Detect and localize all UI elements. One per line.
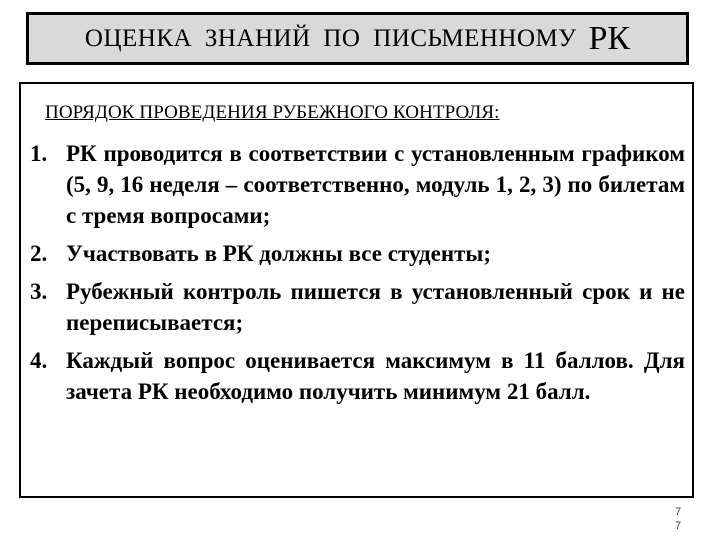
title-banner	[26, 12, 689, 65]
list-item-text: Участвовать в РК должны все студенты;	[66, 241, 492, 266]
list-item-text: РК проводится в соответствии с установленным графиком (5, 9, 16 неделя – соответственно, модуль 1, 2, 3) по билетам с тремя вопросами;	[66, 141, 685, 228]
list-item-number: 2.	[30, 241, 48, 266]
section-subheading: ПОРЯДОК ПРОВЕДЕНИЯ РУБЕЖНОГО КОНТРОЛЯ:	[45, 102, 500, 123]
slide-title: ОЦЕНКА ЗНАНИЙ ПО ПИСЬМЕННОМУ	[84, 24, 577, 52]
list-item-number: 4.	[30, 348, 48, 373]
list-item-number: 1.	[30, 141, 48, 166]
list-item	[30, 138, 685, 231]
list-item-text: Рубежный контроль пишется в установленный срок и не переписывается;	[66, 279, 685, 335]
list-item-text: Каждый вопрос оценивается максимум в 11 баллов. Для зачета РК необходимо получить минимум 21 балл.	[66, 348, 685, 404]
list-item	[30, 238, 685, 269]
list-item	[30, 345, 685, 407]
page-number-top: 7	[674, 506, 682, 518]
numbered-list	[30, 138, 685, 414]
page-number-bottom: 7	[674, 520, 682, 532]
list-item	[30, 276, 685, 338]
slide-title-abbrev: РК	[588, 19, 631, 57]
list-item-number: 3.	[30, 279, 48, 304]
page-number	[672, 505, 684, 533]
content-panel	[19, 82, 694, 498]
